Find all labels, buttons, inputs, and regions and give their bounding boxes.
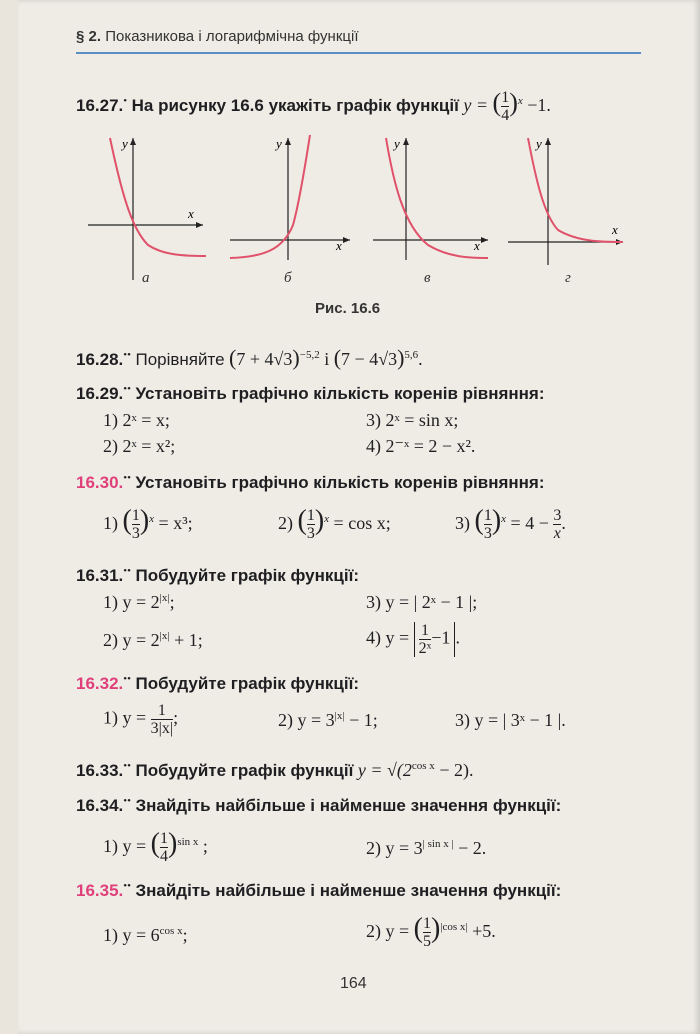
exercise-text: Знайдіть найбільше і найменше значення функції: xyxy=(135,881,562,900)
section-number: § 2. xyxy=(76,28,102,45)
item-1: 1) y = $\frac{1}{3|x|}$ ; xyxy=(103,702,179,737)
svg-text:y: y xyxy=(276,136,282,151)
item-1: 1) ( $\frac{1}{3}$ )$^x$ = x³; xyxy=(103,505,193,543)
exercise-16-34 xyxy=(76,795,646,816)
graph-label-a: а xyxy=(142,270,150,286)
exponent: x xyxy=(517,95,523,107)
formula-tail: −1. xyxy=(527,95,551,115)
difficulty-mark: •• xyxy=(123,795,131,807)
exponent-b: 5,6 xyxy=(404,349,419,361)
exercise-text: Порівняйте xyxy=(135,350,225,369)
svg-text:x: x xyxy=(336,238,342,253)
item-2: 2) ( $\frac{1}{3}$ )$^x$ = cos x; xyxy=(278,505,391,543)
page-number: 164 xyxy=(340,975,367,992)
exercise-number: 16.33. xyxy=(76,761,124,780)
exponent: cos x xyxy=(411,760,435,772)
exercise-16-27: 16.27.• На рисунку 16.6 укажіть графік функції y = ( $\frac{1}{4}$ )$^x$ −1. xyxy=(76,88,551,125)
item-3: 3) y = | 2ˣ − 1 |; xyxy=(366,592,478,612)
difficulty-mark: •• xyxy=(123,565,131,577)
item-1: 1) $y = 6^{cos x}$; xyxy=(103,925,188,945)
exercise-number: 16.32. xyxy=(76,674,124,693)
base-b: 7 − 4√3 xyxy=(341,349,398,369)
difficulty-mark: •• xyxy=(123,383,131,395)
svg-text:x: x xyxy=(612,222,618,237)
exercise-16-31 xyxy=(76,565,646,586)
item-4: 4) y = $\frac{1}{\text{2ˣ}}$ −1 . xyxy=(366,622,460,657)
exercise-number: 16.27. xyxy=(76,96,124,115)
graph-a xyxy=(88,136,206,280)
conjunction: і xyxy=(324,349,330,369)
exercise-number: 16.28. xyxy=(76,350,124,369)
base-a: 7 + 4√3 xyxy=(236,349,293,369)
difficulty-mark: •• xyxy=(123,673,131,685)
exercise-text: Знайдіть найбільше і найменше значення функції: xyxy=(135,796,562,815)
exercise-text: Побудуйте графік функції: xyxy=(135,674,360,693)
exercise-16-29 xyxy=(76,383,646,404)
svg-text:x: x xyxy=(474,238,480,253)
exercise-text: Установіть графічно кількість коренів рівняння: xyxy=(135,473,545,492)
formula-tail: − 2). xyxy=(439,760,474,780)
item-2: 2) $y = 3^{|x|} - 1$; xyxy=(278,710,378,730)
exercise-16-32 xyxy=(76,673,646,694)
difficulty-mark: •• xyxy=(123,760,131,772)
item-1: 1) 2ˣ = x; xyxy=(103,410,170,430)
section-title: Показникова і логарифмічна функції xyxy=(105,28,359,45)
exercise-16-30 xyxy=(76,472,646,493)
exercise-number: 16.29. xyxy=(76,384,124,403)
exercise-16-28: 16.28.•• Порівняйте $(7 + 4√3)^{-5,2}$ і $(7 - 4√3)^{5,6}$. xyxy=(76,345,423,370)
item-2: 2) y = ( $\frac{1}{5}$ )$^{|cos x|}$ +5. xyxy=(366,913,496,951)
graph-b xyxy=(230,135,350,260)
formula: y = √(2 xyxy=(357,760,412,780)
difficulty-mark: •• xyxy=(123,349,131,361)
graph-label-v: в xyxy=(424,270,431,286)
difficulty-mark: • xyxy=(123,95,128,107)
formula-tail: . xyxy=(418,349,423,369)
exponent-a: −5,2 xyxy=(299,349,320,361)
item-2: 2) $y = 3^{| sin x |} - 2$. xyxy=(366,838,487,858)
page-header xyxy=(76,28,641,54)
graph-label-g: г xyxy=(565,270,571,286)
svg-text:y: y xyxy=(122,136,128,151)
figure-caption: Рис. 16.6 xyxy=(315,300,381,317)
exercise-text: Побудуйте графік функції xyxy=(135,761,354,780)
graph-label-b: б xyxy=(284,270,292,286)
exercise-text: На рисунку 16.6 укажіть графік функції xyxy=(131,96,459,115)
exercise-16-33 xyxy=(76,760,646,781)
item-2: 2) 2ˣ = x²; xyxy=(103,436,176,456)
item-3: 3) ( $\frac{1}{3}$ )$^x$ = 4 − $\frac{3}{x}$ . xyxy=(455,505,566,543)
item-4: 4) 2⁻ˣ = 2 − x². xyxy=(366,436,476,456)
exercise-number: 16.30. xyxy=(76,473,124,492)
svg-text:x: x xyxy=(188,206,194,221)
function-graphs xyxy=(88,130,628,290)
fraction: $\frac{1}{4}$ xyxy=(501,89,510,125)
item-3: 3) 2ˣ = sin x; xyxy=(366,410,459,430)
item-1: 1) $y = 2^{|x|}$; xyxy=(103,592,175,612)
exercise-16-35 xyxy=(76,880,646,901)
item-3: 3) y = | 3ˣ − 1 |. xyxy=(455,710,566,730)
formula-lhs: y = xyxy=(463,95,489,115)
svg-text:y: y xyxy=(536,136,542,151)
item-2: 2) $y = 2^{|x|} + 1$; xyxy=(103,630,203,650)
graph-g xyxy=(508,136,623,265)
difficulty-mark: •• xyxy=(123,880,131,892)
difficulty-mark: •• xyxy=(123,472,131,484)
graph-v xyxy=(373,136,488,260)
svg-text:y: y xyxy=(394,136,400,151)
exercise-text: Побудуйте графік функції: xyxy=(135,566,360,585)
item-1: 1) y = ( $\frac{1}{4}$ )$^{sin x}$ ; xyxy=(103,828,208,866)
exercise-number: 16.35. xyxy=(76,881,124,900)
exercise-text: Установіть графічно кількість коренів рівняння: xyxy=(135,384,545,403)
exercise-number: 16.31. xyxy=(76,566,124,585)
exercise-number: 16.34. xyxy=(76,796,124,815)
